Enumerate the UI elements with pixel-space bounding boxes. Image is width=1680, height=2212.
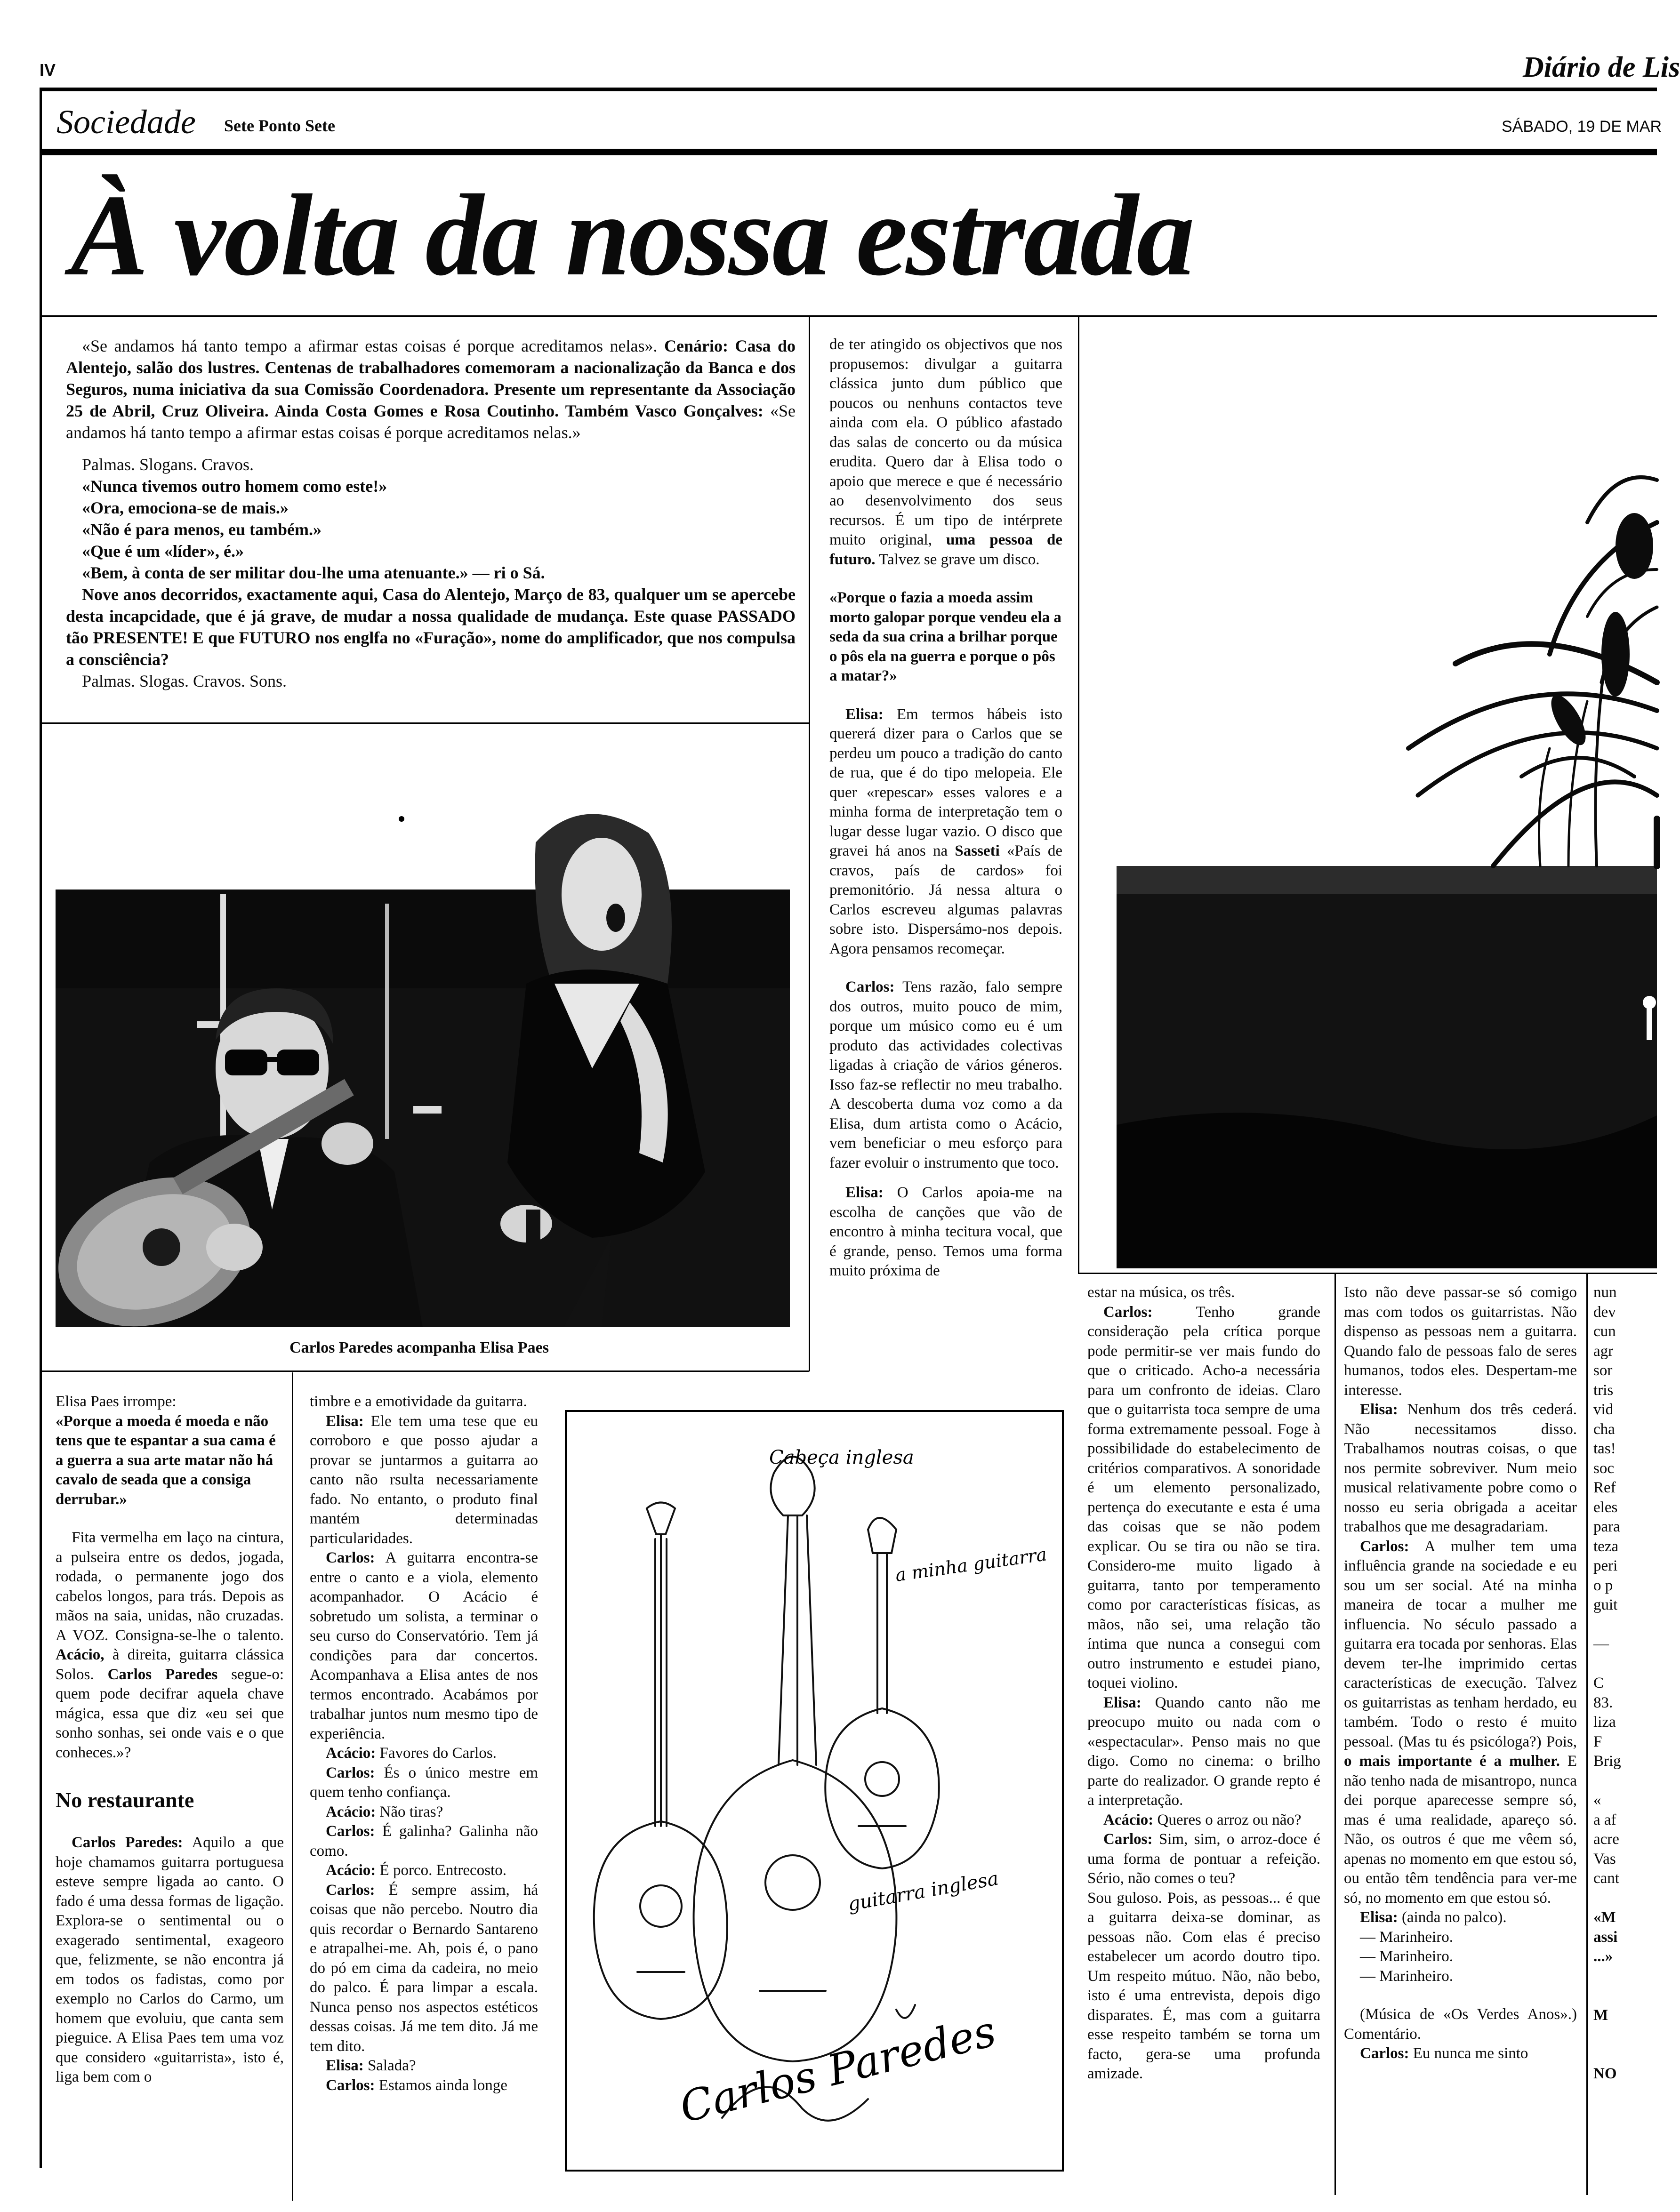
col-c-c2-label: Carlos:: [1103, 1831, 1153, 1848]
col-e-fragment: [1593, 1889, 1657, 1908]
rule-c-top: [1078, 1273, 1657, 1274]
rule-mid-right: [1078, 317, 1079, 1273]
label-head: Cabeça inglesa: [769, 1447, 914, 1468]
col-c-a1-label: Acácio:: [1103, 1811, 1154, 1828]
col-e-fragment: vid: [1593, 1401, 1614, 1418]
col-d-e2-label: Elisa:: [1360, 1909, 1398, 1926]
col-e-fragment: agr: [1593, 1342, 1614, 1360]
column-e-clipped: [1593, 1283, 1657, 2177]
col-e-fragment: para: [1593, 1518, 1620, 1535]
col-a-p2-bold2: Carlos Paredes: [107, 1666, 218, 1683]
column-b: [310, 1392, 538, 2192]
intro-nine-years: Nove anos decorridos, exactamente aqui, Casa do Alentejo, Março de 83, qualquer um se apercebe desta incapcidade, que é já grave, de mudar a nossa qualidade de mudança. Este quase PASSADO tão PRESENTE! E que FUTURO nos englfa no «Furação», nome do amplificador, que nos compulsa a consciência?: [66, 585, 796, 669]
col-a-p3-label: Carlos Paredes:: [72, 1834, 183, 1851]
col-b-l7: Salada?: [367, 2057, 416, 2074]
artist-signature: Carlos Paredes: [675, 2006, 1001, 2133]
col-c-e1-label: Elisa:: [1103, 1694, 1141, 1711]
col-e-fragment: cha: [1593, 1420, 1615, 1438]
col-a-verse: «Porque a moeda é moeda e não tens que te espantar a sua cama é a guerra a sua arte matar não há cavalo de seada que a consiga derrubar.»: [56, 1412, 276, 1508]
col-d-p-end: (Música de «Os Verdes Anos».) Comentário.: [1344, 2006, 1577, 2043]
col-b-l2-label: Carlos:: [326, 1764, 375, 1781]
col-e-fragment: [1593, 1615, 1657, 1635]
col-e-fragment: a af: [1593, 1811, 1616, 1828]
performers-photo-image: [56, 739, 790, 1327]
col-d-c1-bold: o mais importante é a mulher.: [1344, 1753, 1560, 1770]
intro-line-6: «Que é um «líder», é.»: [82, 542, 244, 561]
col-e-fragment: cant: [1593, 1870, 1619, 1887]
col-e-fragment: —: [1593, 1635, 1609, 1652]
col-b-l7-label: Elisa:: [326, 2057, 364, 2074]
column-mid: [829, 335, 1062, 1385]
col-b-carlos-label: Carlos:: [326, 1549, 375, 1566]
col-e-fragment: nun: [1593, 1284, 1617, 1301]
col-e-fragment: [1593, 1771, 1657, 1791]
label-english-guitar: guitarra inglesa: [846, 1867, 1000, 1915]
col-e-fragment: [1593, 1967, 1657, 1987]
performers-photo: [56, 739, 790, 1327]
col-b-l3-label: Acácio:: [326, 1803, 376, 1820]
mid-p1-bold: uma pessoa de futuro.: [829, 531, 1062, 568]
col-b-l6-label: Carlos:: [326, 1881, 375, 1899]
grass-photo-image: [1117, 325, 1657, 1268]
intro-applause: Palmas. Slogans. Cravos.: [82, 455, 254, 474]
guitar-drawing-box: [565, 1410, 1064, 2172]
col-c-p0: estar na música, os três.: [1087, 1284, 1235, 1301]
mid-carlos-text: Tens razão, falo sempre dos outros, muito pouco de mim, porque um músico como eu é um produto das actividades colectivas ligadas à criação de vários géneros. Isso faz-se reflectir no meu trabalho. A descoberta duma voz como a da Elisa, dum artista como o Acácio, vem beneficiar o meu esforço para fazer evoluir o instrumento que toco.: [829, 978, 1063, 1171]
col-e-fragment: ...»: [1593, 1948, 1613, 1965]
col-e-fragment: Vas: [1593, 1850, 1616, 1867]
intro-block: [66, 335, 796, 721]
masthead-bottom-rule: [40, 149, 1657, 155]
section-title: Sociedade: [56, 103, 196, 141]
col-e-fragment: tris: [1593, 1381, 1614, 1399]
mid-elisa-text2: «País de cravos, país de cardos» foi premonitório. Já nessa altura o Carlos escreveu algumas palavras sobre isto. Dispersámo-nos depois. Agora pensamos recomeçar.: [829, 842, 1062, 957]
col-e-fragment: assi: [1593, 1928, 1618, 1946]
col-d-c1-label: Carlos:: [1360, 1538, 1409, 1555]
col-a-p3: Aquilo a que hoje chamamos guitarra portuguesa esteve sempre ligada ao canto. O fado é uma dessa formas de ligação. Explora-se o sentimental ou o exagerado sentimental, exageoro que, felizmente, se não encontra já em todos os fadistas, como por exemplo no Carlos do Carmo, um homem que evoluiu, que canta sem pieguice. A Elisa Paes tem uma voz que considero «guitarrista», isto é, liga bem com o: [56, 1834, 284, 2085]
guitar-sketch: [567, 1412, 1062, 2170]
mid-elisa2-text: O Carlos apoia-me na escolha de canções que vão de encontro à minha tecitura vocal, que é grande, penso. Temos uma forma muito próxima de: [829, 1184, 1063, 1279]
col-b-l8-label: Carlos:: [326, 2076, 375, 2094]
mid-carlos-label: Carlos:: [845, 978, 895, 995]
col-e-fragment: acre: [1593, 1831, 1619, 1848]
col-e-fragment: «M: [1593, 1909, 1616, 1926]
intro-quote-2: «Se andamos há tanto tempo a afirmar estas coisas é porque acreditamos nelas.»: [66, 401, 796, 442]
col-b-l5: É porco. Entrecosto.: [379, 1862, 506, 1879]
col-e-fragment: [1593, 1986, 1657, 2006]
column-a: [56, 1392, 284, 2192]
col-e-fragment: teza: [1593, 1538, 1619, 1555]
col-a-p2-bold: Acácio,: [56, 1646, 104, 1663]
col-e-fragment: [1593, 1654, 1657, 1674]
col-b-l2: És o único mestre em quem tenho confiança.: [310, 1764, 539, 1801]
col-d-e2: (ainda no palco).: [1401, 1909, 1507, 1926]
col-a-p2c: segue-o: quem pode decifrar aquela chave mágica, essa que diz «eu sei que sonho sonhas, sei onde vais e o que conheces.»?: [56, 1666, 284, 1761]
col-b-l3: Não tiras?: [379, 1803, 443, 1820]
col-e-fragment: «: [1593, 1792, 1601, 1809]
col-e-fragment: guit: [1593, 1596, 1618, 1613]
col-b-p1: timbre e a emotividade da guitarra.: [310, 1393, 527, 1410]
mid-p1: de ter atingido os objectivos que nos propusemos: divulgar a guitarra clássica junto dum público que poucos ou nenhuns contactos teve ainda com ela. O público afastado das salas de concerto ou da música erudita. Quero dar à Elisa todo o apoio que merece e que é necessário ao desenvolvimento dos seus recursos. É um tipo de intérprete muito original,: [829, 336, 1062, 548]
col-e-fragment: tas!: [1593, 1440, 1616, 1457]
rule-intro-mid: [809, 317, 810, 1371]
col-e-fragment: soc: [1593, 1459, 1614, 1477]
col-e-fragment: liza: [1593, 1714, 1616, 1731]
col-c-e1: Quando canto não me preocupo muito ou nada com o «espectacular». Penso mais no que digo. Como no cinema: o brilho parte do realizador. O grande repto é a interpretação.: [1087, 1694, 1321, 1809]
column-d: [1344, 1283, 1577, 2177]
rule-c-d: [1334, 1273, 1336, 2195]
col-a-p1: Elisa Paes irrompe:: [56, 1393, 177, 1410]
col-e-fragment: Ref: [1593, 1479, 1616, 1496]
col-b-l1-label: Acácio:: [326, 1745, 376, 1762]
col-a-p2b: à direita, guitarra clássica Solos.: [56, 1646, 284, 1683]
col-c-c1: Tenho grande consideração pela crítica porque pode permitir-se ver mais fundo do que o criticado. Acho-a necessária para um confronto de ideias. Claro que o guitarrista toca sempre de uma forma extremamente pessoal. Foge à possibilidade do estabelecimento de critérios comparativos. A sonoridade é um elemento personalizado, pertença do executante e esta é uma das coisas que se não podem explicar. Ou se tira ou não se tira. Considero-me muito ligado à guitarra, tanto por temperamento como por características físicas, as mãos, não sei, uma relação tão íntima que nunca a consegui com outro instrumento e estudei piano, toquei violino.: [1087, 1303, 1320, 1691]
col-e-fragment: cun: [1593, 1323, 1616, 1340]
mid-verse: «Porque o fazia a moeda assim morto galopar porque vendeu ela a seda da sua crina a brilhar porque o pôs ela na guerra e porque o pôs a matar?»: [829, 589, 1061, 684]
rule-col-a-b: [292, 1372, 293, 2201]
col-b-elisa-label: Elisa:: [326, 1412, 364, 1430]
col-b-l5-label: Acácio:: [326, 1862, 376, 1879]
mid-elisa-bold: Sasseti: [955, 842, 1000, 859]
mid-elisa2-label: Elisa:: [845, 1184, 884, 1201]
col-b-l1: Favores do Carlos.: [379, 1745, 497, 1762]
headline: À volta da nossa estrada: [71, 170, 1193, 300]
rule-under-caption: [40, 1370, 809, 1372]
col-e-fragment: NO: [1593, 2065, 1617, 2082]
col-d-p0: Isto não deve passar-se só comigo mas com todos os guitarristas. Não dispenso as pessoas nem a guitarra. Quando falo de pessoas falo de seres humanos, todos eles. Despertam-me interesse.: [1344, 1284, 1577, 1399]
col-c-a1: Queres o arroz ou não?: [1157, 1811, 1302, 1828]
intro-line-3: «Nunca tivemos outro homem como este!»: [82, 477, 387, 496]
photo-caption: Carlos Paredes acompanha Elisa Paes: [289, 1339, 549, 1356]
mid-elisa-label: Elisa:: [845, 705, 884, 723]
col-e-fragment: eles: [1593, 1499, 1618, 1516]
col-e-fragment: 83.: [1593, 1694, 1613, 1711]
col-a-subhead: No restaurante: [56, 1788, 194, 1812]
col-e-fragment: sor: [1593, 1362, 1613, 1379]
intro-line-5: «Não é para menos, eu também.»: [82, 520, 322, 539]
col-d-m2: — Marinheiro.: [1360, 1948, 1453, 1965]
col-b-l4-label: Carlos:: [326, 1823, 375, 1840]
frame-left: [40, 88, 42, 2168]
col-e-fragment: C: [1593, 1675, 1604, 1691]
mid-elisa-text: Em termos hábeis isto quererá dizer para o Carlos que se perdeu um pouco a tradição do canto de rua, que é do tipo melopeia. Ele quer «repescar» esses valores e a minha forma de interpretação tem o lugar desse lugar vazio. O disco que gravei há anos na: [829, 705, 1062, 859]
mid-p1-end: Talvez se grave um disco.: [879, 551, 1040, 568]
col-e-fragment: peri: [1593, 1557, 1618, 1574]
page-number: IV: [40, 60, 56, 80]
grass-photo: [1117, 325, 1657, 1268]
rule-under-intro: [40, 722, 809, 724]
intro-scene: Cenário: Casa do Alentejo, salão dos lustres. Centenas de trabalhadores comemoram a nacionalização da Banca e dos Seguros, numa iniciativa da sua Comissão Coordenadora. Presente um representante da Associação 25 de Abril, Cruz Oliveira. Ainda Costa Gomes e Rosa Coutinho. Também Vasco Gonçalves:: [66, 337, 796, 420]
col-b-elisa: Ele tem uma tese que eu corroboro e que posso ajudar a provar se juntarmos a guitarra ao canto não rsulta necessariamente fado. No entanto, o produto final mantém determinadas particularidades.: [310, 1412, 539, 1547]
col-c-c1-label: Carlos:: [1103, 1303, 1153, 1321]
newspaper-name: Diário de Lis: [1523, 51, 1680, 83]
col-d-c1-end: E não tenho nada de misantropo, nunca dei porque aparecesse sempre só, mas é uma realidade, apareço só. Não, os outros é que me vêem só, apenas no momento em que estou só, ou então têm tendência para ver-me só, no momento em que estou só.: [1344, 1753, 1577, 1907]
col-c-c2: Sim, sim, o arroz-doce é uma forma de pontuar a refeição. Sério, não comes o teu?: [1087, 1831, 1320, 1887]
subsection-title: Sete Ponto Sete: [224, 116, 335, 135]
col-e-fragment: M: [1593, 2006, 1608, 2024]
col-d-c2-label: Carlos:: [1360, 2045, 1409, 2062]
rule-d-e: [1586, 1273, 1588, 2195]
intro-closing: Palmas. Slogas. Cravos. Sons.: [82, 672, 287, 690]
masthead-top-rule: [40, 88, 1657, 91]
col-d-m3: — Marinheiro.: [1360, 1967, 1453, 1985]
col-b-l4: É galinha? Galinha não como.: [310, 1823, 539, 1859]
issue-date: SÁBADO, 19 DE MAR: [1502, 118, 1662, 136]
col-d-e1-label: Elisa:: [1360, 1401, 1398, 1418]
column-c: [1087, 1283, 1320, 2177]
col-e-fragment: Brig: [1593, 1753, 1621, 1770]
col-e-fragment: [1593, 2045, 1657, 2065]
intro-line-7: «Bem, à conta de ser militar dou-lhe uma atenuante.»: [82, 563, 468, 582]
col-d-m1: — Marinheiro.: [1360, 1928, 1453, 1946]
col-e-fragment: o p: [1593, 1577, 1613, 1594]
col-a-p2: Fita vermelha em laço na cintura, a pulseira entre os dedos, jogada, rodada, o permanente jogo dos cabelos longos, para trás. Depois as mãos na saia, unidas, não cruzadas. A VOZ. Consigna-se-lhe o talento.: [56, 1529, 284, 1644]
col-d-c2: Eu nunca me sinto: [1413, 2045, 1528, 2062]
col-d-e1: Nenhum dos três cederá. Não necessitamos disso. Trabalhamos noutras coisas, o que nos permite sobreviver. Num meio musical relativamente pobre como o nosso eu seria obrigada a aceitar trabalhos que me desagradariam.: [1344, 1401, 1577, 1535]
intro-line-7b: — ri o Sá.: [472, 563, 545, 582]
label-my-guitar: a minha guitarra: [894, 1544, 1048, 1586]
col-b-l8: Estamos ainda longe: [378, 2076, 507, 2094]
intro-quote: «Se andamos há tanto tempo a afirmar estas coisas é porque acreditamos nelas».: [82, 337, 658, 355]
col-e-fragment: F: [1593, 1733, 1602, 1750]
col-b-l6: É sempre assim, há coisas que não percebo. Noutro dia quis recordar o Bernardo Santareno e atrapalhei-me. Ah, pois é, o pano do pó em cima da cadeira, no meio do palco. É para limpar a escala. Nunca penso nos aspectos estéticos dessas coisas. Já me tem dito. Já me tem dito.: [310, 1881, 538, 2055]
col-e-fragment: dev: [1593, 1303, 1616, 1321]
frame-under-headline: [40, 315, 1657, 317]
col-e-fragment: [1593, 2025, 1657, 2045]
col-d-c1: A mulher tem uma influência grande na sociedade e eu sou um ser social. Até na minha maneira de tocar a mulher me influencia. No século passado a guitarra era tocada por senhoras. Elas devem ter-lhe imprimido certas características de execução. Talvez os guitarristas as tenham herdado, eu também. Todo o resto é muito pessoal. (Mas tu és psicóloga?) Pois,: [1344, 1538, 1577, 1750]
col-b-carlos: A guitarra encontra-se entre o canto e a viola, elemento acompanhador. O Acácio é sobretudo um solista, a terminar o seu curso do Conservatório. Tem já condições para dar concertos. Acompanhava a Elisa antes de nos termos encontrado. Acabámos por trabalhar juntos num mesmo tipo de experiência.: [310, 1549, 538, 1742]
col-c-c3: Sou guloso. Pois, as pessoas... é que a guitarra deixa-se dominar, as pessoas não. Com elas é preciso estabelecer um acordo doutro tipo. Um respeito mútuo. Não, não bebo, isto é uma entrevista, depois digo disparates. É, mas com a guitarra esse respeito também se torna um facto, gera-se uma profunda amizade.: [1087, 1889, 1320, 2082]
intro-line-4: «Ora, emociona-se de mais.»: [82, 498, 289, 517]
